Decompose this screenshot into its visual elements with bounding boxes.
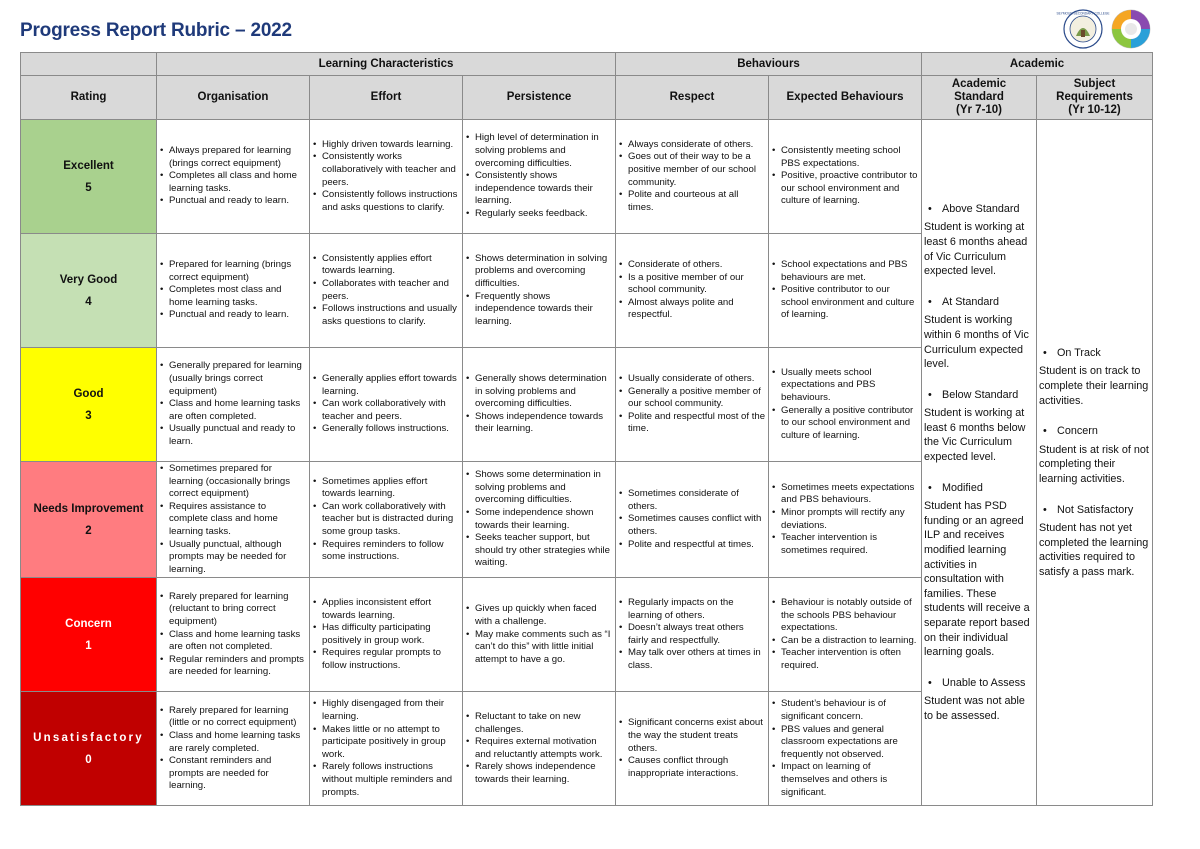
col-subject-requirements-line: (Yr 10-12) (1068, 104, 1121, 116)
persistence-cell (463, 692, 616, 806)
criteria-item: • Requires reminders to follow some instructions. (312, 539, 460, 564)
rating-name: Concern (65, 617, 112, 630)
col-expected-behaviours: Expected Behaviours (769, 76, 922, 120)
criteria-item: • Teacher intervention is sometimes required. (771, 532, 919, 557)
criteria-item: • Class and home learning tasks are rarely completed. (159, 730, 307, 755)
rating-cell (21, 234, 157, 348)
column-header-row (21, 76, 1153, 120)
criteria-item: • Reluctant to take on new challenges. (465, 711, 613, 736)
effort-cell (310, 692, 463, 806)
criteria-item: • PBS values and general classroom expectations are frequently not observed. (771, 724, 919, 762)
criteria-item: • Constant reminders and prompts are needed for learning. (159, 755, 307, 793)
criteria-item: • Shows determination in solving problems and overcoming difficulties. (465, 253, 613, 291)
academic-level-description: Student is working within 6 months of Vic Curriculum expected level. (924, 314, 1029, 371)
criteria-item: • Frequently shows independence towards their learning. (465, 291, 613, 329)
col-organisation: Organisation (157, 76, 310, 120)
rating-name: Very Good (59, 273, 118, 286)
criteria-item: • Sometimes prepared for learning (occasionally brings correct equipment) (159, 463, 307, 501)
persistence-cell (463, 578, 616, 692)
rubric-table (20, 52, 1153, 806)
persistence-cell (463, 234, 616, 348)
rating-value: 3 (85, 409, 92, 422)
criteria-item: • Behaviour is notably outside of the schools PBS behaviour expectations. (771, 597, 919, 635)
criteria-list (312, 373, 460, 436)
criteria-list (312, 698, 460, 799)
criteria-item: • Regular reminders and prompts are needed for learning. (159, 654, 307, 679)
academic-level-description: Student has PSD funding or an agreed ILP and receives modified learning activities in consultation with families. These students will receive a separate report based on their individual learning goals. (924, 500, 1030, 659)
criteria-item: • Considerate of others. (618, 259, 766, 272)
criteria-item: • Rarely prepared for learning (little or no correct equipment) (159, 705, 307, 730)
group-learning-characteristics: Learning Characteristics (157, 53, 616, 76)
rating-value: 1 (85, 639, 92, 652)
criteria-item: • Punctual and ready to learn. (159, 195, 307, 208)
criteria-item: • Always considerate of others. (618, 139, 766, 152)
criteria-item: • Usually punctual, although prompts may be needed for learning. (159, 539, 307, 577)
rating-value: 4 (85, 295, 92, 308)
expected-cell (769, 578, 922, 692)
criteria-list (465, 132, 613, 220)
criteria-item: • Highly driven towards learning. (312, 139, 460, 152)
academic-level-description: Student was not able to be assessed. (924, 695, 1025, 722)
criteria-list (465, 711, 613, 787)
col-subject-requirements-line: Requirements (1056, 91, 1133, 103)
group-academic: Academic (922, 53, 1153, 76)
academic-level-heading: • Below Standard (924, 388, 1034, 403)
criteria-item: • Some independence shown towards their learning. (465, 507, 613, 532)
blank-header (21, 53, 157, 76)
criteria-item: • Rarely shows independence towards their learning. (465, 761, 613, 786)
col-academic-standard-line: (Yr 7-10) (956, 104, 1003, 116)
criteria-item: • Punctual and ready to learn. (159, 309, 307, 322)
criteria-list (618, 597, 766, 673)
rating-value: 5 (85, 181, 92, 194)
criteria-item: • Collaborates with teacher and peers. (312, 278, 460, 303)
criteria-list (771, 597, 919, 673)
academic-level-heading: • Modified (924, 481, 1034, 496)
school-seal-icon (1056, 8, 1110, 50)
criteria-item: • May talk over others at times in class. (618, 647, 766, 672)
criteria-item: • Completes all class and home learning tasks. (159, 170, 307, 195)
effort-cell (310, 462, 463, 578)
criteria-item: • Almost always polite and respectful. (618, 297, 766, 322)
criteria-item: • Polite and respectful at times. (618, 539, 766, 552)
criteria-item: • Generally follows instructions. (312, 423, 460, 436)
criteria-item: • Can be a distraction to learning. (771, 635, 919, 648)
respect-cell (616, 692, 769, 806)
organisation-cell (157, 348, 310, 462)
criteria-item: • Consistently follows instructions and asks questions to clarify. (312, 189, 460, 214)
criteria-item: • Can work collaboratively with teacher and peers. (312, 398, 460, 423)
subject-requirements-cell (1037, 120, 1153, 806)
criteria-item: • School expectations and PBS behaviours are met. (771, 259, 919, 284)
criteria-list (465, 373, 613, 436)
criteria-list (771, 367, 919, 443)
rating-value: 0 (85, 753, 92, 766)
criteria-item: • Sometimes causes conflict with others. (618, 513, 766, 538)
academic-level-heading: • Unable to Assess (924, 676, 1034, 691)
criteria-list (618, 488, 766, 551)
criteria-item: • May make comments such as “I can’t do this” with little initial attempt to have a go. (465, 629, 613, 667)
criteria-item: • Makes little or no attempt to participate positively in group work. (312, 724, 460, 762)
criteria-list (312, 253, 460, 329)
academic-level-description: Student is working at least 6 months below the Vic Curriculum expected level. (924, 407, 1026, 464)
col-rating: Rating (21, 76, 157, 120)
criteria-list (465, 469, 613, 570)
persistence-cell (463, 120, 616, 234)
criteria-item: • Requires external motivation and reluctantly attempts work. (465, 736, 613, 761)
col-academic-standard-line: Academic (951, 78, 1007, 90)
expected-cell (769, 692, 922, 806)
rating-cell (21, 692, 157, 806)
criteria-list (771, 259, 919, 322)
criteria-item: • Rarely prepared for learning (reluctant to bring correct equipment) (159, 591, 307, 629)
col-academic-standard-line: Standard (954, 91, 1004, 103)
organisation-cell (157, 462, 310, 578)
criteria-item: • Minor prompts will rectify any deviations. (771, 507, 919, 532)
criteria-item: • Requires assistance to complete class and home learning tasks. (159, 501, 307, 539)
criteria-item: • Goes out of their way to be a positive member of our school community. (618, 151, 766, 189)
criteria-item: • Student’s behaviour is of significant concern. (771, 698, 919, 723)
criteria-list (465, 603, 613, 666)
criteria-list (159, 259, 307, 322)
criteria-item: • Shows some determination in solving problems and overcoming difficulties. (465, 469, 613, 507)
expected-cell (769, 234, 922, 348)
criteria-item: • Can work collaboratively with teacher but is distracted during some group tasks. (312, 501, 460, 539)
criteria-item: • Sometimes meets expectations and PBS behaviours. (771, 482, 919, 507)
criteria-item: • Completes most class and home learning tasks. (159, 284, 307, 309)
criteria-item: • Causes conflict through inappropriate interactions. (618, 755, 766, 780)
rating-cell (21, 578, 157, 692)
col-respect: Respect (616, 76, 769, 120)
group-behaviours: Behaviours (616, 53, 922, 76)
criteria-list (312, 476, 460, 564)
persistence-cell (463, 462, 616, 578)
criteria-item: • Always prepared for learning (brings correct equipment) (159, 145, 307, 170)
criteria-item: • Sometimes considerate of others. (618, 488, 766, 513)
criteria-item: • Doesn’t always treat others fairly and respectfully. (618, 622, 766, 647)
criteria-item: • Polite and respectful most of the time. (618, 411, 766, 436)
rating-name: Unsatisfactory (33, 731, 144, 744)
rating-value: 2 (85, 524, 92, 537)
criteria-list (465, 253, 613, 329)
criteria-item: • Sometimes applies effort towards learning. (312, 476, 460, 501)
criteria-item: • Gives up quickly when faced with a challenge. (465, 603, 613, 628)
academic-level-heading: • Not Satisfactory (1039, 503, 1150, 518)
criteria-item: • Consistently applies effort towards learning. (312, 253, 460, 278)
page-title: Progress Report Rubric – 2022 (20, 20, 292, 41)
rating-cell (21, 348, 157, 462)
respect-cell (616, 462, 769, 578)
organisation-cell (157, 692, 310, 806)
persistence-cell (463, 348, 616, 462)
expected-cell (769, 348, 922, 462)
criteria-list (159, 145, 307, 208)
respect-cell (616, 578, 769, 692)
effort-cell (310, 234, 463, 348)
respect-cell (616, 234, 769, 348)
academic-level-description: Student is at risk of not completing their learning activities. (1039, 443, 1149, 485)
criteria-list (618, 259, 766, 322)
group-header-row (21, 53, 1153, 76)
criteria-item: • Requires regular prompts to follow instructions. (312, 647, 460, 672)
criteria-list (312, 139, 460, 215)
criteria-list (159, 591, 307, 679)
criteria-item: • Positive contributor to our school environment and culture of learning. (771, 284, 919, 322)
pbs-circle-icon (1110, 8, 1152, 50)
criteria-list (771, 145, 919, 208)
criteria-item: • Rarely follows instructions without multiple reminders and prompts. (312, 761, 460, 799)
rating-cell (21, 120, 157, 234)
criteria-item: • Usually considerate of others. (618, 373, 766, 386)
criteria-item: • Impact on learning of themselves and others is significant. (771, 761, 919, 799)
criteria-list (159, 463, 307, 576)
criteria-item: • Follows instructions and usually asks questions to clarify. (312, 303, 460, 328)
criteria-list (771, 698, 919, 799)
criteria-item: • Regularly impacts on the learning of others. (618, 597, 766, 622)
criteria-item: • Shows independence towards their learning. (465, 411, 613, 436)
academic-level-heading: • At Standard (924, 295, 1034, 310)
criteria-item: • Regularly seeks feedback. (465, 208, 613, 221)
effort-cell (310, 348, 463, 462)
criteria-list (771, 482, 919, 558)
rating-name: Needs Improvement (33, 502, 144, 515)
expected-cell (769, 462, 922, 578)
criteria-item: • Seeks teacher support, but should try other strategies while waiting. (465, 532, 613, 570)
col-effort: Effort (310, 76, 463, 120)
criteria-item: • Polite and courteous at all times. (618, 189, 766, 214)
seal-lettering: SEYMOUR SECONDARY COLLEGE (1056, 11, 1110, 16)
rating-name: Good (73, 387, 104, 400)
col-academic-standard (922, 76, 1037, 120)
logo-group (1056, 8, 1152, 50)
criteria-list (618, 373, 766, 436)
organisation-cell (157, 578, 310, 692)
academic-level-description: Student has not yet completed the learning activities required to satisfy a pass mark. (1039, 522, 1149, 578)
criteria-list (159, 360, 307, 448)
criteria-item: • Generally a positive contributor to our school environment and culture of learning. (771, 405, 919, 443)
criteria-item: • Usually punctual and ready to learn. (159, 423, 307, 448)
criteria-item: • Generally shows determination in solving problems and overcoming difficulties. (465, 373, 613, 411)
effort-cell (310, 120, 463, 234)
academic-standard-cell (922, 120, 1037, 806)
rubric-row (21, 120, 1153, 234)
criteria-item: • Usually meets school expectations and PBS behaviours. (771, 367, 919, 405)
criteria-item: • Class and home learning tasks are often not completed. (159, 629, 307, 654)
criteria-item: • Class and home learning tasks are often completed. (159, 398, 307, 423)
criteria-item: • Prepared for learning (brings correct equipment) (159, 259, 307, 284)
criteria-item: • Generally a positive member of our school community. (618, 386, 766, 411)
criteria-list (618, 139, 766, 215)
col-subject-requirements-line: Subject (1073, 78, 1116, 90)
col-persistence: Persistence (463, 76, 616, 120)
criteria-list (159, 705, 307, 793)
academic-level-heading: • On Track (1039, 346, 1150, 361)
criteria-item: • Teacher intervention is often required. (771, 647, 919, 672)
criteria-item: • Is a positive member of our school community. (618, 272, 766, 297)
criteria-item: • Consistently shows independence towards their learning. (465, 170, 613, 208)
respect-cell (616, 120, 769, 234)
criteria-item: • Positive, proactive contributor to our school environment and culture of learning. (771, 170, 919, 208)
criteria-item: • Consistently meeting school PBS expectations. (771, 145, 919, 170)
organisation-cell (157, 120, 310, 234)
expected-cell (769, 120, 922, 234)
rating-name: Excellent (63, 159, 114, 172)
academic-level-description: Student is working at least 6 months ahead of Vic Curriculum expected level. (924, 221, 1028, 278)
academic-level-description: Student is on track to complete their learning activities. (1039, 365, 1149, 407)
criteria-item: • Generally prepared for learning (usually brings correct equipment) (159, 360, 307, 398)
criteria-item: • Applies inconsistent effort towards learning. (312, 597, 460, 622)
effort-cell (310, 578, 463, 692)
criteria-item: • Generally applies effort towards learning. (312, 373, 460, 398)
criteria-item: • Has difficulty participating positively in group work. (312, 622, 460, 647)
organisation-cell (157, 234, 310, 348)
rating-cell (21, 462, 157, 578)
col-subject-requirements (1037, 76, 1153, 120)
criteria-item: • High level of determination in solving problems and overcoming difficulties. (465, 132, 613, 170)
respect-cell (616, 348, 769, 462)
criteria-item: • Significant concerns exist about the way the student treats others. (618, 717, 766, 755)
criteria-item: • Highly disengaged from their learning. (312, 698, 460, 723)
academic-level-heading: • Concern (1039, 424, 1150, 439)
academic-level-heading: • Above Standard (924, 202, 1034, 217)
criteria-list (312, 597, 460, 673)
criteria-list (618, 717, 766, 780)
criteria-item: • Consistently works collaboratively with teacher and peers. (312, 151, 460, 189)
